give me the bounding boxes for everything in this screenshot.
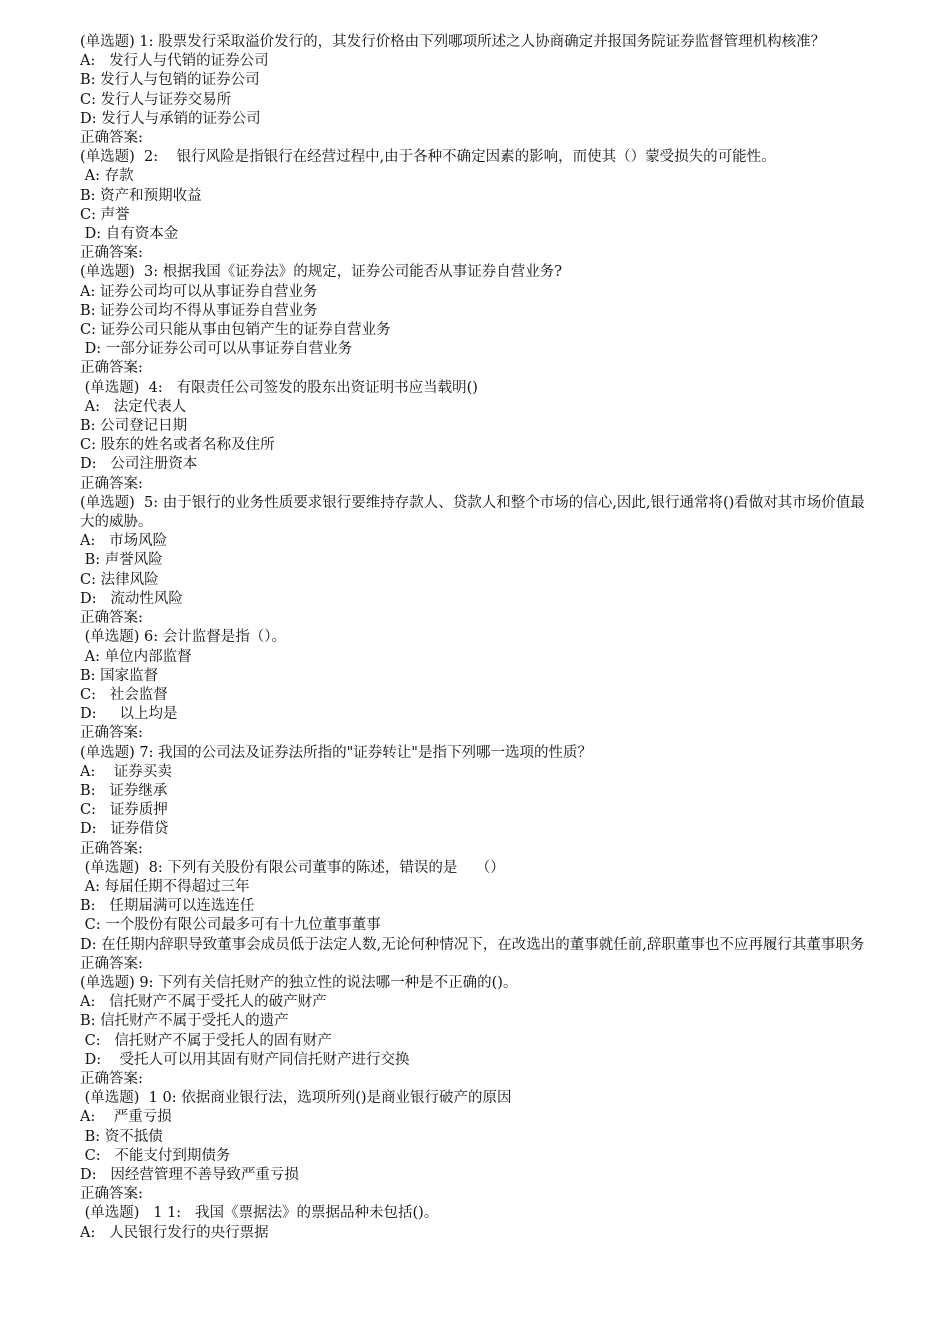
option-c: C: 一个股份有限公司最多可有十九位董事董事 — [80, 917, 381, 934]
option-c: C: 证券质押 — [80, 802, 168, 819]
option-b: B: 证券继承 — [80, 782, 168, 799]
question-stem: (单选题) 8: 下列有关股份有限公司董事的陈述，错误的是 （） — [80, 859, 505, 876]
question-block — [80, 974, 875, 1089]
option-b: B: 信托财产不属于受托人的遗产 — [80, 1013, 289, 1030]
option-b: B: 公司登记日期 — [80, 418, 188, 435]
question-stem: (单选题) 5: 由于银行的业务性质要求银行要维持存款人、贷款人和整个市场的信心,因此,银行通常将()看做对其市场价值最大的威胁。 — [80, 494, 865, 531]
option-c: C: 不能支付到期债务 — [80, 1147, 231, 1164]
question-block — [80, 379, 875, 494]
option-b: B: 发行人与包销的证券公司 — [80, 72, 260, 89]
answer-label: 正确答案: — [80, 130, 143, 147]
question-block — [80, 494, 875, 628]
option-b: B: 任期届满可以连选连任 — [80, 898, 255, 915]
question-stem: (单选题) 9: 下列有关信托财产的独立性的说法哪一种是不正确的()。 — [80, 974, 518, 991]
option-a: A: 市场风险 — [80, 533, 168, 550]
option-a: A: 证券公司均可以从事证券自营业务 — [80, 283, 318, 300]
option-a: A: 发行人与代销的证券公司 — [80, 53, 269, 70]
option-d: D: 流动性风险 — [80, 590, 183, 607]
option-b: B: 声誉风险 — [80, 552, 163, 569]
option-b: B: 国家监督 — [80, 667, 159, 684]
question-stem: (单选题) 3: 根据我国《证券法》的规定，证券公司能否从事证券自营业务? — [80, 264, 563, 281]
question-stem: (单选题) 1 1: 我国《票据法》的票据品种未包括()。 — [80, 1205, 439, 1222]
option-a: A: 单位内部监督 — [80, 648, 192, 665]
option-c: C: 社会监督 — [80, 686, 168, 703]
question-block — [80, 1089, 875, 1204]
option-c: C: 证券公司只能从事由包销产生的证券自营业务 — [80, 322, 391, 339]
question-stem: (单选题) 7: 我国的公司法及证券法所指的"证券转让"是指下列哪一选项的性质？ — [80, 744, 592, 761]
option-a: A: 每届任期不得超过三年 — [80, 878, 250, 895]
option-a: A: 人民银行发行的央行票据 — [80, 1224, 269, 1241]
option-a: A: 法定代表人 — [80, 398, 187, 415]
option-d: D: 证券借贷 — [80, 821, 169, 838]
option-d: D: 以上均是 — [80, 706, 178, 723]
answer-label: 正确答案: — [80, 725, 143, 742]
answer-label: 正确答案: — [80, 1186, 143, 1203]
question-stem: (单选题) 4: 有限责任公司签发的股东出资证明书应当载明() — [80, 379, 478, 396]
question-stem: (单选题) 6: 会计监督是指（）。 — [80, 629, 287, 646]
option-d: D: 一部分证券公司可以从事证券自营业务 — [80, 341, 353, 358]
option-c: C: 股东的姓名或者名称及住所 — [80, 437, 275, 454]
option-a: A: 信托财产不属于受托人的破产财产 — [80, 994, 327, 1011]
option-c: C: 信托财产不属于受托人的固有财产 — [80, 1032, 332, 1049]
option-d: D: 发行人与承销的证券公司 — [80, 110, 261, 127]
question-document — [80, 33, 875, 1243]
option-c: C: 声誉 — [80, 206, 130, 223]
question-stem: (单选题) 1 0: 依据商业银行法，选项所列()是商业银行破产的原因 — [80, 1090, 512, 1107]
question-block — [80, 744, 875, 859]
option-a: A: 存款 — [80, 168, 134, 185]
answer-label: 正确答案: — [80, 245, 143, 262]
option-d: D: 自有资本金 — [80, 226, 179, 243]
question-block — [80, 148, 875, 263]
question-block — [80, 1204, 875, 1242]
answer-label: 正确答案: — [80, 610, 143, 627]
question-stem: (单选题) 1: 股票发行采取溢价发行的，其发行价格由下列哪项所述之人协商确定并报国务院证券监督管理机构核准？ — [80, 34, 826, 50]
question-block — [80, 859, 875, 974]
option-c: C: 法律风险 — [80, 571, 159, 588]
answer-label: 正确答案: — [80, 475, 143, 492]
question-block — [80, 33, 875, 148]
option-a: A: 严重亏损 — [80, 1109, 172, 1126]
answer-label: 正确答案: — [80, 360, 143, 377]
answer-label: 正确答案: — [80, 955, 143, 972]
option-d: D: 因经营管理不善导致严重亏损 — [80, 1166, 299, 1183]
option-b: B: 证券公司均不得从事证券自营业务 — [80, 302, 318, 319]
option-b: B: 资产和预期收益 — [80, 187, 202, 204]
question-block — [80, 628, 875, 743]
question-block — [80, 263, 875, 378]
question-stem: (单选题) 2: 银行风险是指银行在经营过程中,由于各种不确定因素的影响，而使其（）蒙受损失的可能性。 — [80, 149, 776, 166]
answer-label: 正确答案: — [80, 1070, 143, 1087]
option-d: D: 受托人可以用其固有财产同信托财产进行交换 — [80, 1051, 410, 1068]
answer-label: 正确答案: — [80, 840, 143, 857]
option-c: C: 发行人与证券交易所 — [80, 91, 232, 108]
option-a: A: 证券买卖 — [80, 763, 172, 780]
option-d: D: 公司注册资本 — [80, 456, 198, 473]
option-d: D: 在任期内辞职导致董事会成员低于法定人数,无论何种情况下，在改选出的董事就任前,辞职董事也不应再履行其董事职务 — [80, 936, 865, 953]
option-b: B: 资不抵债 — [80, 1128, 163, 1145]
